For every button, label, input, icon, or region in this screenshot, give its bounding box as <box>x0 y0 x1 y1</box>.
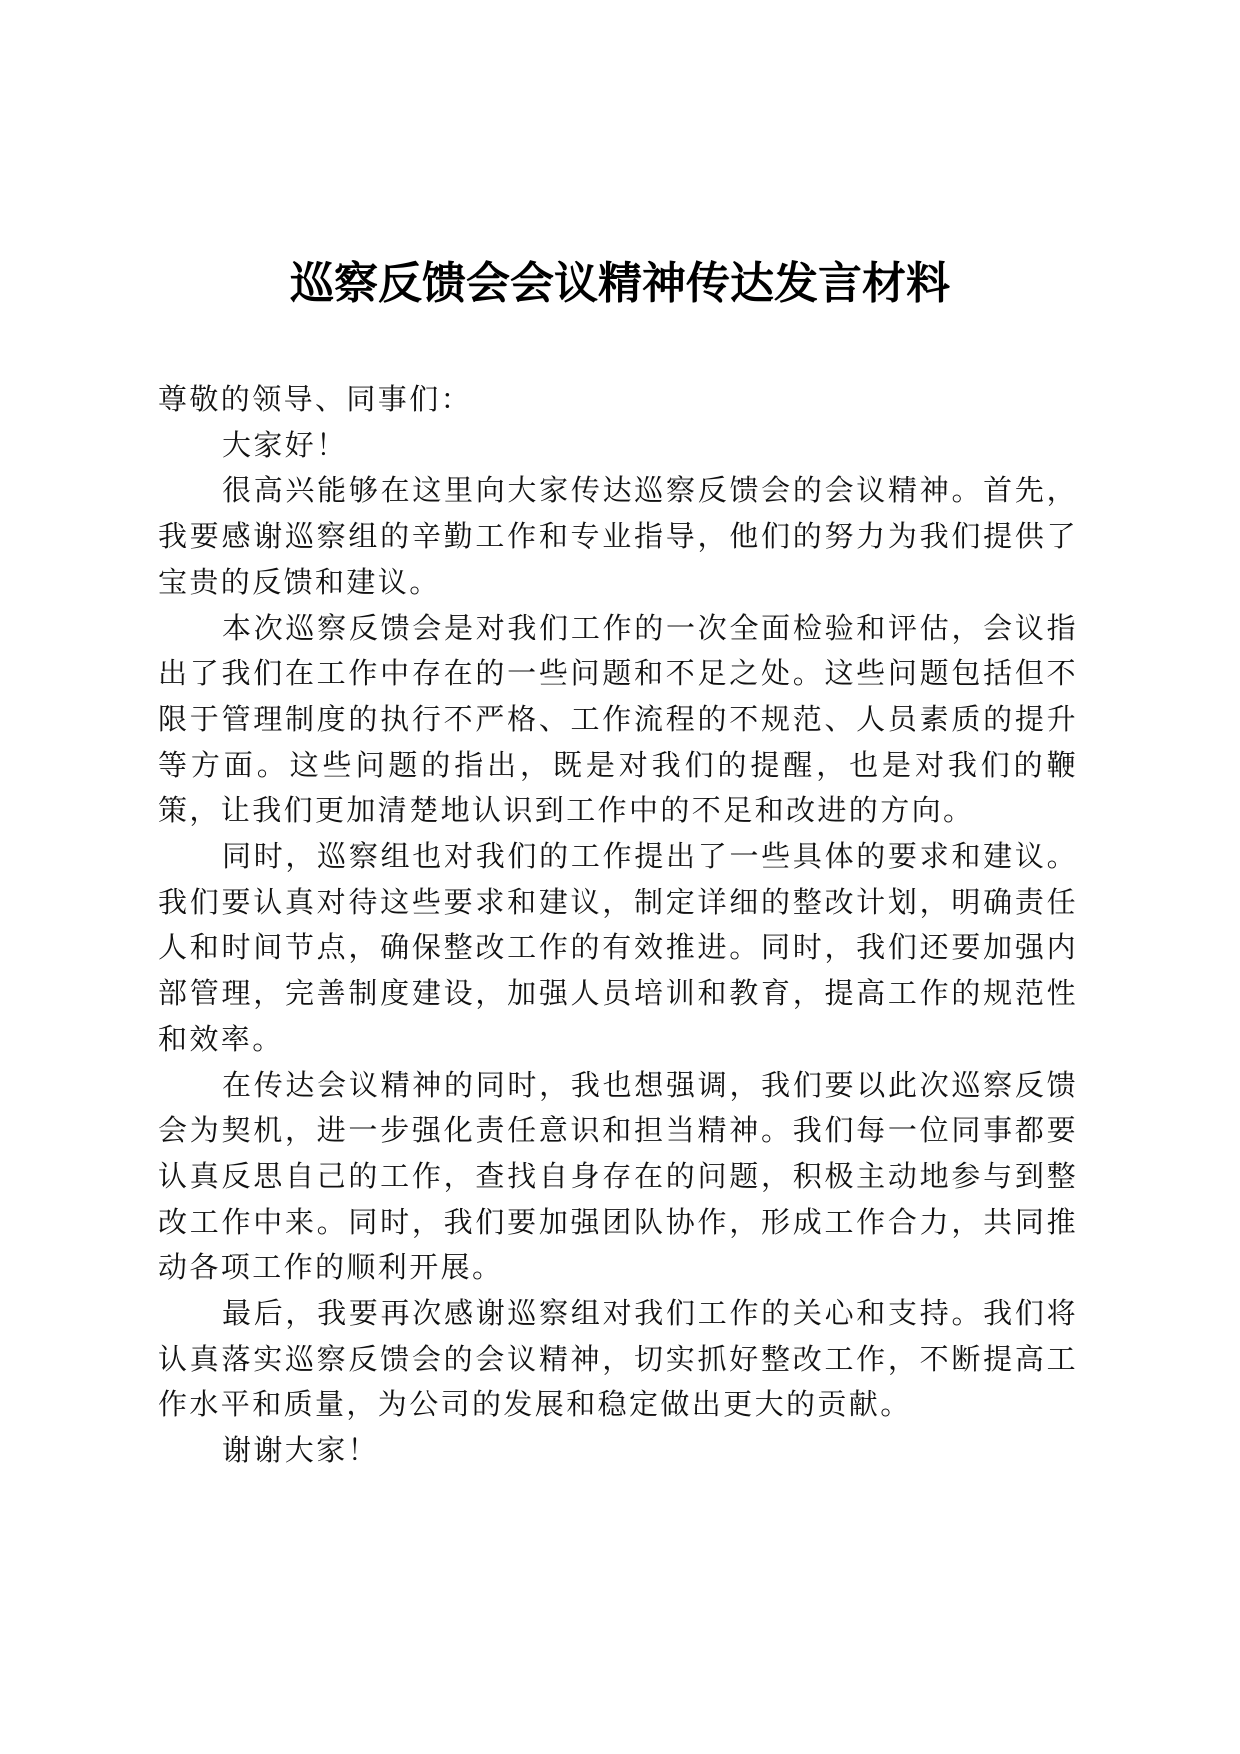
salutation: 尊敬的领导、同事们： <box>158 382 473 416</box>
document-body <box>158 377 1078 1474</box>
paragraph-emphasis: 在传达会议精神的同时，我也想强调，我们要以此次巡察反馈会为契机，进一步强化责任意识和担当精神。我们每一位同事都要认真反思自己的工作，查找自身存在的问题，积极主动地参与到整改工作中来。同时，我们要加强团队协作，形成工作合力，共同推动各项工作的顺利开展。 <box>158 1067 1078 1285</box>
paragraph-issues: 本次巡察反馈会是对我们工作的一次全面检验和评估，会议指出了我们在工作中存在的一些问题和不足之处。这些问题包括但不限于管理制度的执行不严格、工作流程的不规范、人员素质的提升等方面。这些问题的指出，既是对我们的提醒，也是对我们的鞭策，让我们更加清楚地认识到工作中的不足和改进的方向。 <box>158 610 1078 828</box>
paragraph-intro: 很高兴能够在这里向大家传达巡察反馈会的会议精神。首先，我要感谢巡察组的辛勤工作和专业指导，他们的努力为我们提供了宝贵的反馈和建议。 <box>158 473 1078 599</box>
document-title: 巡察反馈会会议精神传达发言材料 <box>290 258 950 309</box>
paragraph-requirements: 同时，巡察组也对我们的工作提出了一些具体的要求和建议。我们要认真对待这些要求和建议，制定详细的整改计划，明确责任人和时间节点，确保整改工作的有效推进。同时，我们还要加强内部管理，完善制度建设，加强人员培训和教育，提高工作的规范性和效率。 <box>158 839 1078 1056</box>
paragraph-thanks: 谢谢大家！ <box>222 1433 380 1468</box>
paragraph-closing: 最后，我要再次感谢巡察组对我们工作的关心和支持。我们将认真落实巡察反馈会的会议精神，切实抓好整改工作，不断提高工作水平和质量，为公司的发展和稳定做出更大的贡献。 <box>158 1296 1078 1422</box>
paragraph-greeting: 大家好！ <box>222 427 348 462</box>
